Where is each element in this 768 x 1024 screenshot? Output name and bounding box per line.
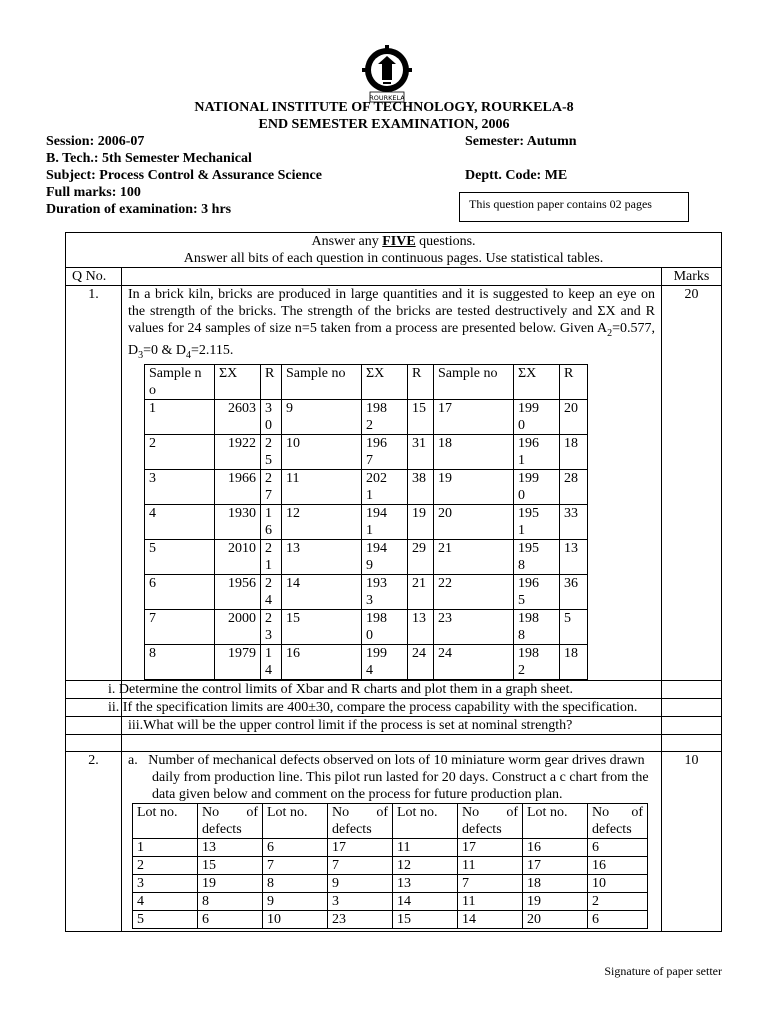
marks-header: Marks [662, 268, 722, 286]
branch: B. Tech.: 5th Semester Mechanical [46, 151, 252, 166]
table-cell: 11 [458, 892, 523, 910]
column-header-row [66, 268, 722, 286]
table-cell: 1967 [362, 434, 408, 469]
table-cell: 8 [263, 874, 328, 892]
table-cell: 1933 [362, 574, 408, 609]
pages-note: This question paper contains 02 pages [459, 192, 689, 222]
table-cell: 15 [198, 856, 263, 874]
table-cell: 2000 [215, 609, 261, 644]
table-cell: 6 [145, 574, 215, 609]
table-cell: 3 [145, 469, 215, 504]
table-cell: 1982 [362, 399, 408, 434]
institute-logo [356, 42, 418, 104]
table-cell: 19 [523, 892, 588, 910]
table-cell: 21 [261, 539, 282, 574]
part-text: iii.What will be the upper control limit if the process is set at nominal strength? [122, 716, 662, 734]
table-cell: 15 [408, 399, 434, 434]
header-cell: ΣX [362, 364, 408, 399]
table-cell: 17 [458, 838, 523, 856]
table-row [145, 609, 588, 644]
table-cell: 14 [458, 910, 523, 928]
table-row [145, 469, 588, 504]
table-cell: 1979 [215, 644, 261, 679]
table-cell: 9 [282, 399, 362, 434]
table-cell: 17 [434, 399, 514, 434]
table-row [133, 910, 648, 928]
table-cell: 2021 [362, 469, 408, 504]
session: Session: 2006-07 [46, 134, 145, 149]
five-emphasis: FIVE [382, 234, 416, 249]
table-cell: 18 [523, 874, 588, 892]
table-cell: 33 [560, 504, 588, 539]
table-cell: 23 [434, 609, 514, 644]
table-cell: 10 [588, 874, 648, 892]
table-cell: 18 [560, 644, 588, 679]
table-cell: 16 [282, 644, 362, 679]
table-cell: 20 [523, 910, 588, 928]
question-1-text: In a brick kiln, bricks are produced in large quantities and it is suggested to keep an eye on the strength of the bricks. The strength of the bricks are tested destructively and ΣX and R values for 24 samples of size n=5 taken from a process are presented below. Given $A_2=0.577$, $D_3=0$ & $D_4=2.115$. [128, 287, 655, 361]
table-cell: 1930 [215, 504, 261, 539]
table-cell: 13 [393, 874, 458, 892]
question-2-text: a. Number of mechanical defects observed on lots of 10 miniature worm gear drives drawn daily from production line. This pilot run lasted for 20 days. Construct a c chart from the data given below and comment on the process for future production plan. [128, 752, 649, 802]
table-cell: 10 [282, 434, 362, 469]
table-cell: 20 [434, 504, 514, 539]
table-cell: 15 [282, 609, 362, 644]
table-row [145, 434, 588, 469]
table-cell: 19 [408, 504, 434, 539]
table-cell: 30 [261, 399, 282, 434]
table-cell: 2 [588, 892, 648, 910]
table-cell: 19 [198, 874, 263, 892]
logo-text: ROURKELA [369, 94, 405, 102]
table-cell: 27 [261, 469, 282, 504]
table-cell: 12 [393, 856, 458, 874]
table-cell: 36 [560, 574, 588, 609]
duration: Duration of examination: 3 hrs [46, 202, 232, 217]
table-cell: 14 [393, 892, 458, 910]
institute-title: NATIONAL INSTITUTE OF TECHNOLOGY, ROURKELA-8 [194, 100, 574, 115]
header-cell: Lot no. [133, 803, 198, 838]
question-1-part-ii [66, 698, 722, 716]
table-cell: 13 [560, 539, 588, 574]
question-1-marks: 20 [662, 286, 722, 681]
table-cell: 6 [198, 910, 263, 928]
table-cell: 24 [408, 644, 434, 679]
question-1-part-iii [66, 716, 722, 734]
table-cell: 1980 [362, 609, 408, 644]
table-cell: 12 [282, 504, 362, 539]
header-cell: Sample no [149, 365, 202, 398]
qno-header: Q No. [66, 268, 122, 286]
table-cell: 9 [263, 892, 328, 910]
table-cell: 5 [560, 609, 588, 644]
header-cell: R [261, 364, 282, 399]
table-cell: 7 [328, 856, 393, 874]
table-cell: 21 [434, 539, 514, 574]
header-cell: Lot no. [393, 803, 458, 838]
table-cell: 28 [560, 469, 588, 504]
table-cell: 2010 [215, 539, 261, 574]
table-cell: 22 [434, 574, 514, 609]
table-row [145, 644, 588, 679]
defects-table [132, 803, 648, 929]
question-2-body [122, 751, 662, 931]
table-row [133, 856, 648, 874]
table-cell: 16 [523, 838, 588, 856]
defects-table-header [133, 803, 648, 838]
table-cell: 2 [145, 434, 215, 469]
table-cell: 2603 [215, 399, 261, 434]
spacer-row [66, 734, 722, 751]
table-cell: 6 [588, 838, 648, 856]
brick-table-header [145, 364, 588, 399]
table-cell: 10 [263, 910, 328, 928]
table-cell: 25 [261, 434, 282, 469]
table-row [145, 539, 588, 574]
question-1-row [66, 286, 722, 681]
table-row [133, 874, 648, 892]
header-cell: No of defects [588, 803, 648, 838]
table-cell: 4 [145, 504, 215, 539]
table-cell: 14 [282, 574, 362, 609]
table-cell: 8 [145, 644, 215, 679]
instructions [66, 233, 722, 268]
question-1-part-i [66, 680, 722, 698]
exam-title: END SEMESTER EXAMINATION, 2006 [258, 117, 510, 132]
table-cell: 1994 [362, 644, 408, 679]
table-row [133, 892, 648, 910]
question-2-number: 2. [66, 751, 122, 931]
subject: Subject: Process Control & Assurance Science [46, 168, 322, 183]
table-cell: 20 [560, 399, 588, 434]
table-cell: 1956 [215, 574, 261, 609]
table-cell: 18 [434, 434, 514, 469]
table-cell: 8 [198, 892, 263, 910]
table-cell: 24 [261, 574, 282, 609]
table-cell: 1966 [215, 469, 261, 504]
header-cell: Sample no [434, 364, 514, 399]
signature-label: Signature of paper setter [604, 964, 722, 978]
part-text: ii. If the specification limits are 400±30, compare the process capability with the specification. [122, 698, 662, 716]
table-cell: 19 [434, 469, 514, 504]
table-cell: 1990 [514, 399, 560, 434]
header-cell: ΣX [215, 364, 261, 399]
table-cell: 16 [261, 504, 282, 539]
table-cell: 23 [261, 609, 282, 644]
table-cell: 21 [408, 574, 434, 609]
table-cell: 13 [198, 838, 263, 856]
table-cell: 11 [393, 838, 458, 856]
table-cell: 29 [408, 539, 434, 574]
instruction-line2: Answer all bits of each question in continuous pages. Use statistical tables. [183, 251, 604, 266]
question-2-row [66, 751, 722, 931]
table-cell: 1 [133, 838, 198, 856]
table-cell: 13 [408, 609, 434, 644]
table-cell: 13 [282, 539, 362, 574]
semester: Semester: Autumn [465, 134, 577, 149]
instructions-row [66, 233, 722, 268]
table-cell: 17 [328, 838, 393, 856]
table-cell: 1941 [362, 504, 408, 539]
header-cell: No of defects [458, 803, 523, 838]
table-cell: 7 [145, 609, 215, 644]
table-cell: 24 [434, 644, 514, 679]
table-cell: 3 [133, 874, 198, 892]
table-cell: 7 [458, 874, 523, 892]
dept-code: Deptt. Code: ME [465, 168, 568, 183]
table-cell: 7 [263, 856, 328, 874]
table-cell: 18 [560, 434, 588, 469]
header-cell: No of defects [328, 803, 393, 838]
instruction-line1: Answer any FIVE questions. [311, 234, 476, 249]
table-cell: 1958 [514, 539, 560, 574]
table-cell: 6 [263, 838, 328, 856]
header-cell: ΣX [514, 364, 560, 399]
table-cell: 1 [145, 399, 215, 434]
table-row [133, 838, 648, 856]
table-cell: 11 [282, 469, 362, 504]
part-text: i. Determine the control limits of Xbar and R charts and plot them in a graph sheet. [122, 680, 662, 698]
full-marks: Full marks: 100 [46, 185, 141, 200]
table-cell: 5 [145, 539, 215, 574]
question-1-number: 1. [66, 286, 122, 681]
question-1-body [122, 286, 662, 681]
table-cell: 1990 [514, 469, 560, 504]
table-cell: 1951 [514, 504, 560, 539]
table-cell: 1922 [215, 434, 261, 469]
question-2-marks: 10 [662, 751, 722, 931]
header-cell: Lot no. [523, 803, 588, 838]
table-cell: 31 [408, 434, 434, 469]
table-cell: 38 [408, 469, 434, 504]
table-cell: 16 [588, 856, 648, 874]
header-cell: Lot no. [263, 803, 328, 838]
question-table [65, 232, 722, 932]
table-cell: 9 [328, 874, 393, 892]
table-cell: 17 [523, 856, 588, 874]
table-cell: 5 [133, 910, 198, 928]
nit-rourkela-emblem-icon [356, 42, 418, 104]
table-row [145, 574, 588, 609]
table-cell: 14 [261, 644, 282, 679]
header-cell: R [560, 364, 588, 399]
table-cell: 15 [393, 910, 458, 928]
table-cell: 1961 [514, 434, 560, 469]
header-cell: No of defects [198, 803, 263, 838]
header-cell: R [408, 364, 434, 399]
table-cell: 2 [133, 856, 198, 874]
table-row [145, 504, 588, 539]
table-cell: 1965 [514, 574, 560, 609]
table-cell: 1982 [514, 644, 560, 679]
table-cell: 1949 [362, 539, 408, 574]
header-cell: Sample no [282, 364, 362, 399]
brick-strength-table [144, 364, 588, 680]
table-cell: 6 [588, 910, 648, 928]
table-cell: 11 [458, 856, 523, 874]
table-cell: 23 [328, 910, 393, 928]
table-cell: 1988 [514, 609, 560, 644]
table-cell: 3 [328, 892, 393, 910]
table-row [145, 399, 588, 434]
table-cell: 4 [133, 892, 198, 910]
